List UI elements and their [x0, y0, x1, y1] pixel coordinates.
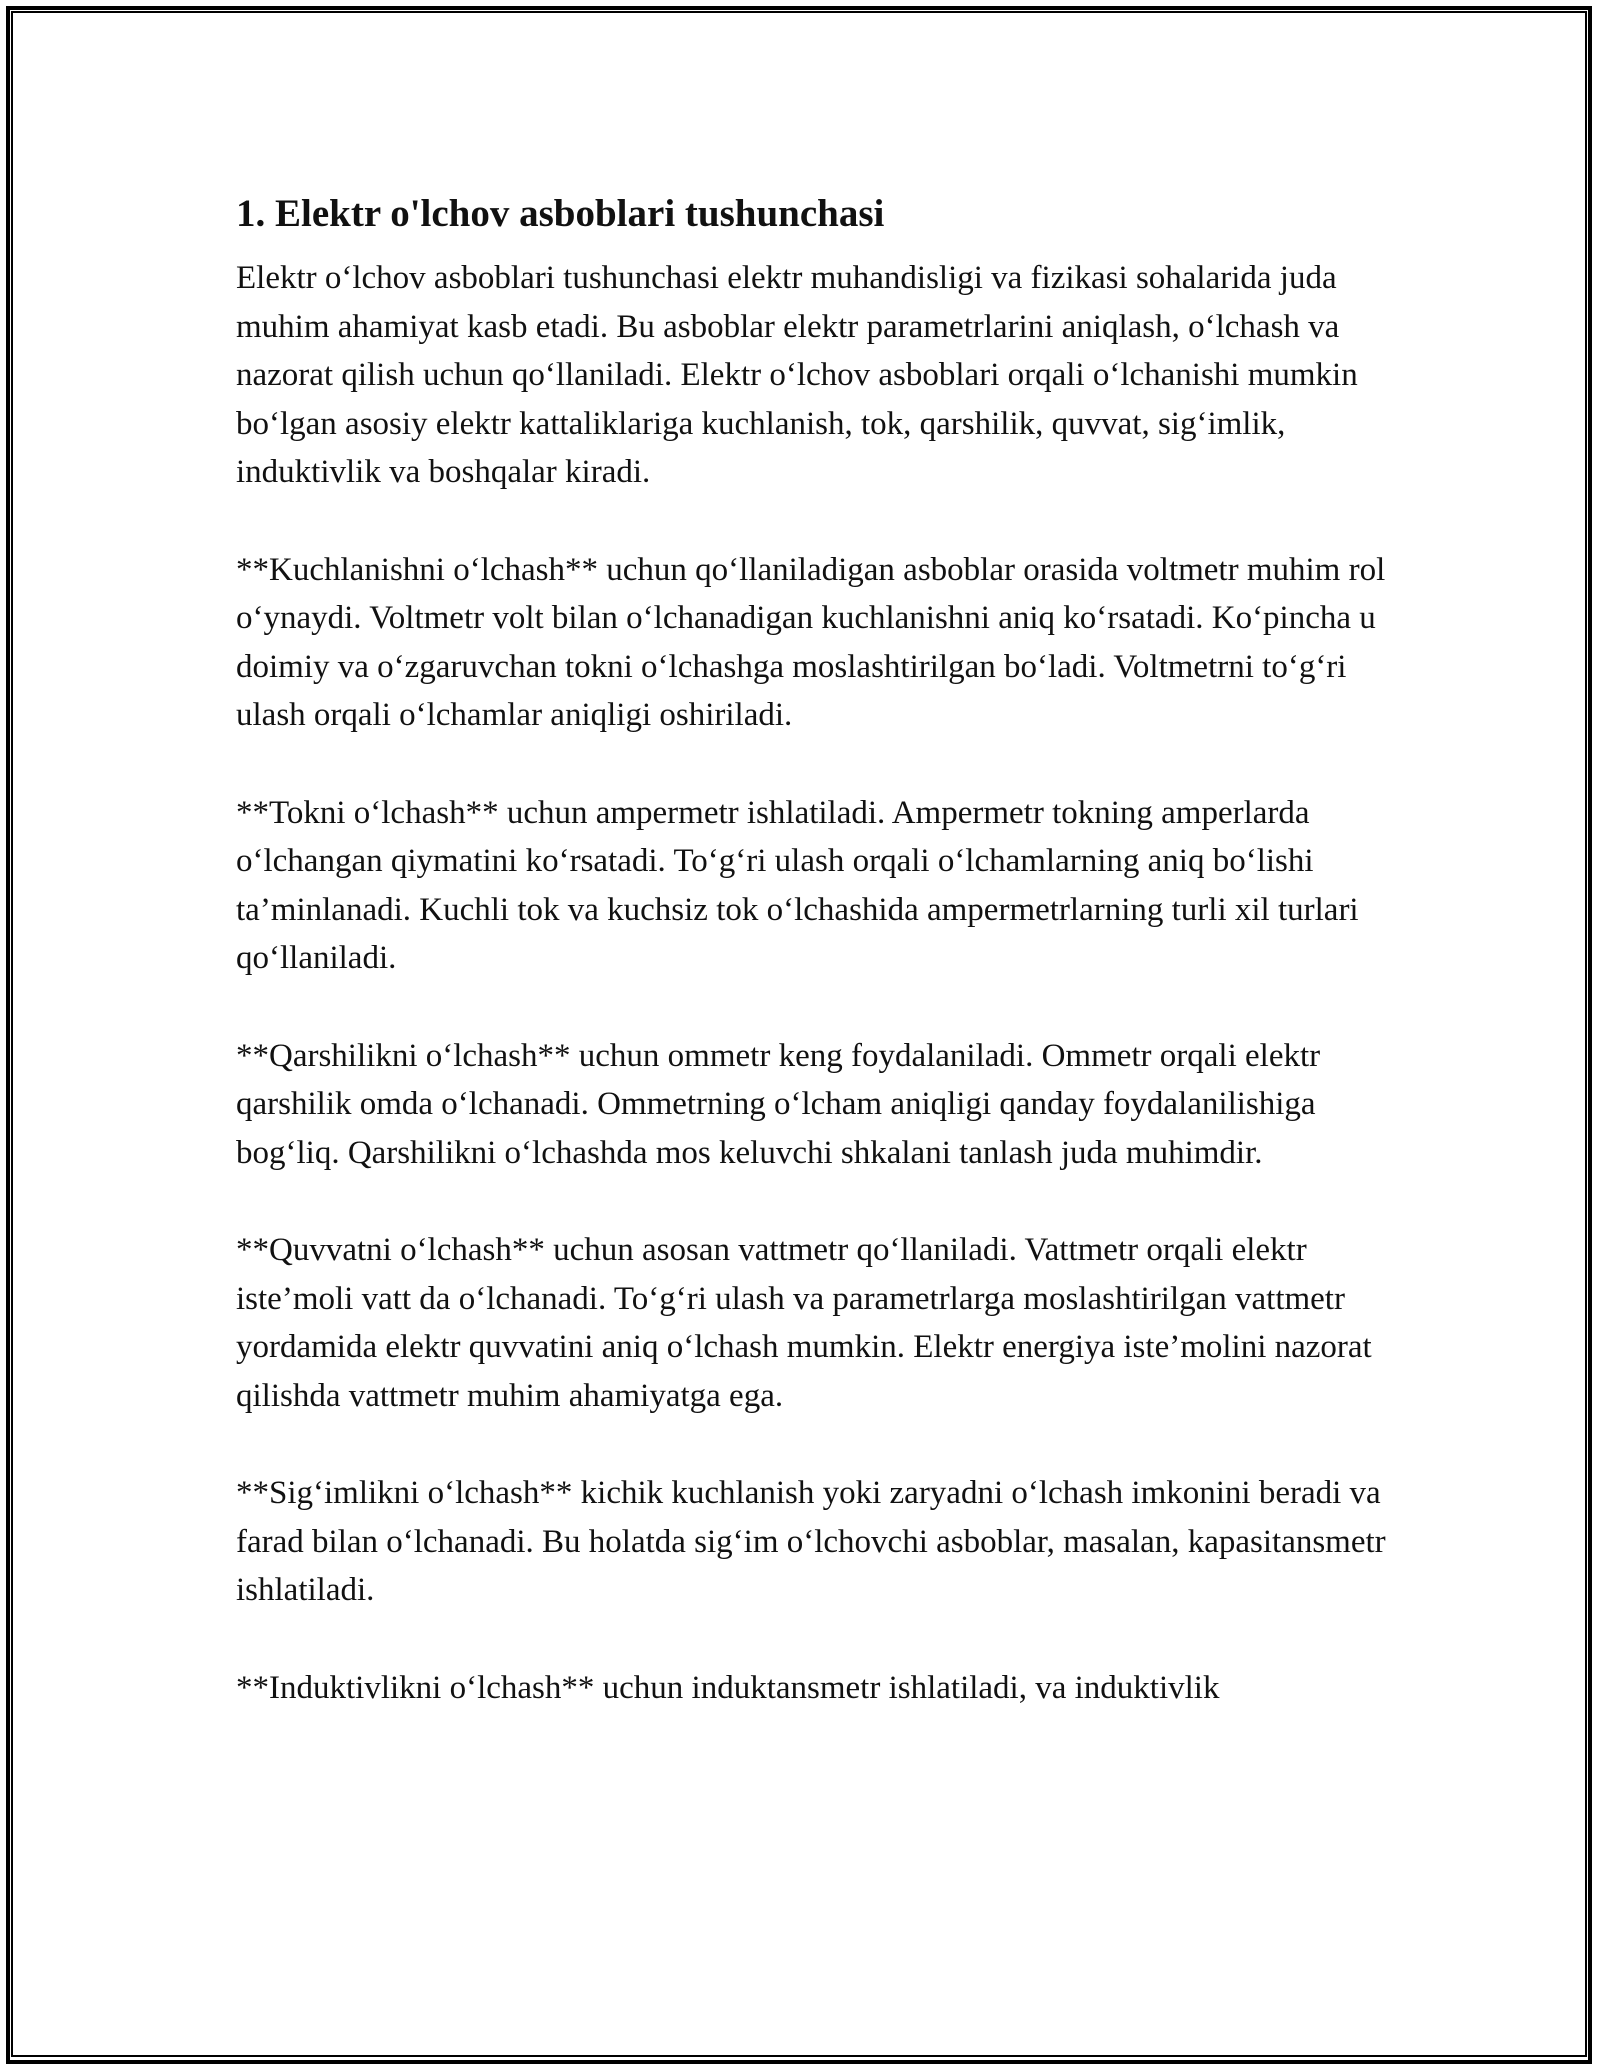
section-heading: 1. Elektr o'lchov asboblari tushunchasi [236, 192, 885, 235]
document-page [236, 186, 1396, 1761]
paragraph-intro: Elektr o‘lchov asboblari tushunchasi elektr muhandisligi va fizikasi sohalarida juda muhim ahamiyat kasb etadi. Bu asboblar elektr parametrlarini aniqlash, o‘lchash va nazorat qilish uchun qo‘llaniladi. Elektr o‘lchov asboblari orqali o‘lchanishi mumkin bo‘lgan asosiy elektr kattaliklariga kuchlanish, tok, qarshilik, quvvat, sig‘imlik, induktivlik va boshqalar kiradi. [236, 260, 1358, 490]
paragraph-inductance: **Induktivlikni o‘lchash** uchun induktansmetr ishlatiladi, va induktivlik [236, 1669, 1220, 1706]
paragraph-voltage: **Kuchlanishni o‘lchash** uchun qo‘llaniladigan asboblar orasida voltmetr muhim rol o‘ynaydi. Voltmetr volt bilan o‘lchanadigan kuchlanishni aniq ko‘rsatadi. Ko‘pincha u doimiy va o‘zgaruvchan tokni o‘lchashga moslashtirilgan bo‘ladi. Voltmetrni to‘g‘ri ulash orqali o‘lchamlar aniqligi oshiriladi. [236, 551, 1386, 733]
paragraph-capacitance: **Sig‘imlikni o‘lchash** kichik kuchlanish yoki zaryadni o‘lchash imkonini beradi va farad bilan o‘lchanadi. Bu holatda sig‘im o‘lchovchi asboblar, masalan, kapasitansmetr ishlatiladi. [236, 1475, 1386, 1608]
paragraph-current: **Tokni o‘lchash** uchun ampermetr ishlatiladi. Ampermetr tokning amperlarda o‘lchangan qiymatini ko‘rsatadi. To‘g‘ri ulash orqali o‘lchamlarning aniq bo‘lishi ta’minlanadi. Kuchli tok va kuchsiz tok o‘lchashida ampermetrlarning turli xil turlari qo‘llaniladi. [236, 794, 1359, 976]
paragraph-power: **Quvvatni o‘lchash** uchun asosan vattmetr qo‘llaniladi. Vattmetr orqali elektr iste’moli vatt da o‘lchanadi. To‘g‘ri ulash va parametrlarga moslashtirilgan vattmetr yordamida elektr quvvatini aniq o‘lchash mumkin. Elektr energiya iste’molini nazorat qilishda vattmetr muhim ahamiyatga ega. [236, 1232, 1372, 1414]
paragraph-resistance: **Qarshilikni o‘lchash** uchun ommetr keng foydalaniladi. Ommetr orqali elektr qarshilik omda o‘lchanadi. Ommetrning o‘lcham aniqligi qanday foydalanilishiga bog‘liq. Qarshilikni o‘lchashda mos keluvchi shkalani tanlash juda muhimdir. [236, 1037, 1321, 1171]
